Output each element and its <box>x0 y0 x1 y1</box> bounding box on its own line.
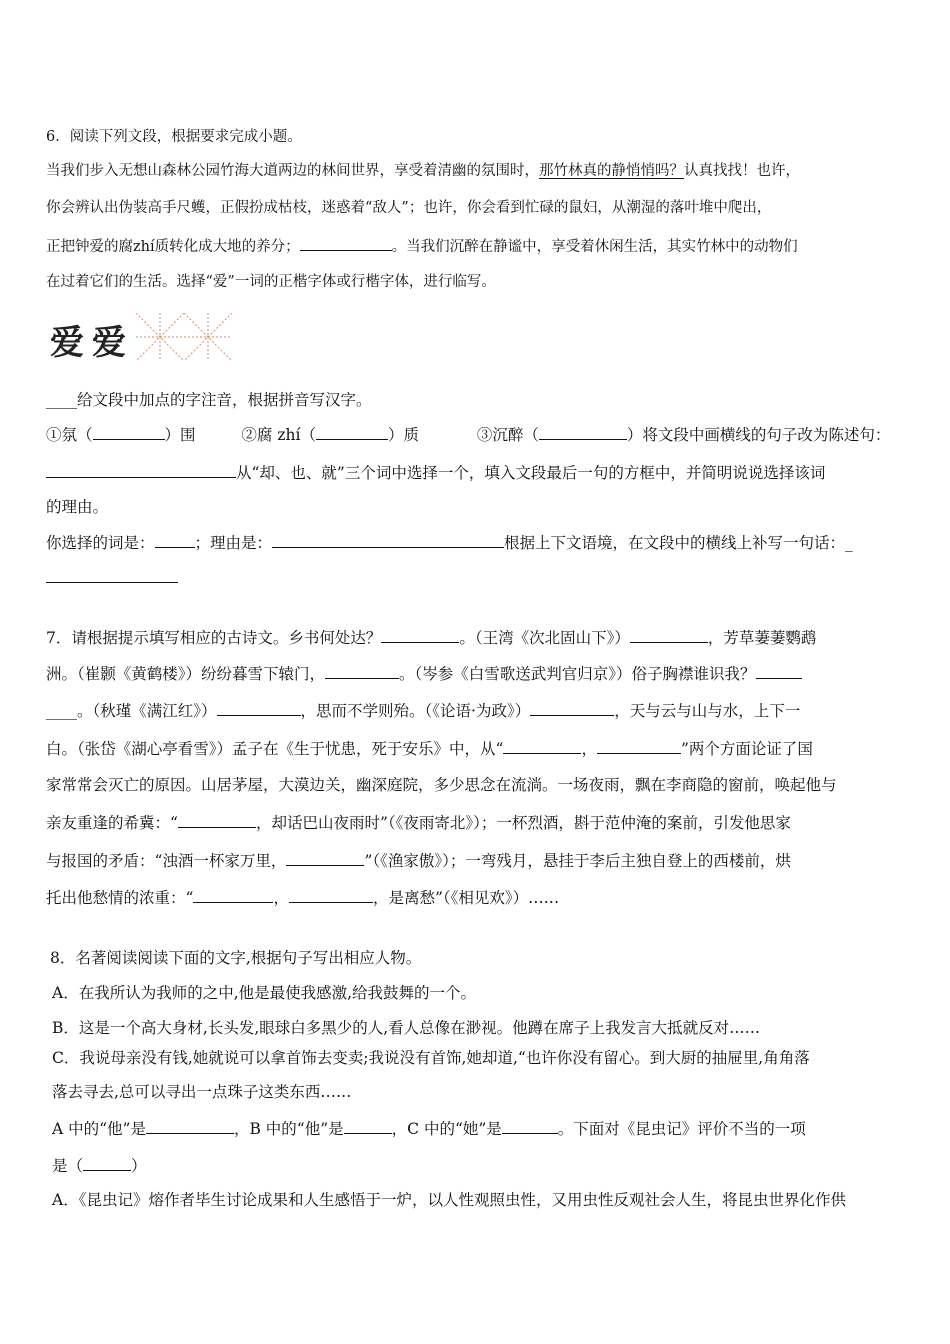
calligraphy-char: 爱 <box>92 323 126 363</box>
q7-text: ，是离愁”（《相见欢》）…… <box>372 889 560 907</box>
q8-text: A 中的“他”是 <box>52 1120 146 1138</box>
answer-blank[interactable] <box>46 462 236 478</box>
calligraphy-sample <box>50 313 260 363</box>
q6-text: 。当我们沉醉在静谧中，享受着休闲生活，其实竹林中的动物们 <box>391 239 798 255</box>
q7-text: 与报国的矛盾：“浊酒一杯家万里， <box>46 852 287 870</box>
q7-line-4 <box>46 738 813 759</box>
q7-text: ”（《渔家傲》）；一弯残月，悬挂于李后主独自登上的西楼前，烘 <box>364 852 791 870</box>
q8-text: ，B 中的“他”是 <box>233 1120 344 1138</box>
answer-blank[interactable] <box>530 700 614 716</box>
q8-answer-line <box>52 1118 806 1139</box>
q7-text: ， <box>273 889 289 907</box>
item-label: ②腐 zhí（ <box>241 426 316 444</box>
q7-line-6 <box>46 812 791 833</box>
q7-line-3 <box>46 700 800 721</box>
q8-choice-a: A．《昆虫记》熔作者毕生讨论成果和人生感悟于一炉，以人性观照虫性，又用虫性反观社会人生，将昆虫世界化作供 <box>52 1191 846 1209</box>
q8-text: 。下面对《昆虫记》评价不当的一项 <box>557 1120 806 1138</box>
answer-blank[interactable] <box>316 424 388 440</box>
answer-blank[interactable] <box>178 812 256 828</box>
q6-para-line-2: 你会辨认出伪装高手尺蠖，正假扮成枯枝，迷惑着“敌人”；也许，你会看到忙碌的鼠妇，从潮湿的落叶堆中爬出， <box>46 200 772 216</box>
answer-blank[interactable] <box>300 235 392 251</box>
q6-task-2-cont: 的理由。 <box>46 498 109 516</box>
answer-blank[interactable] <box>217 700 301 716</box>
q7-line-2 <box>46 663 802 684</box>
q7-line-7 <box>46 850 791 871</box>
practice-grid[interactable] <box>136 313 184 361</box>
task-text: ；理由是： <box>194 534 273 552</box>
q7-text: ，天与云与山与水，上下一 <box>614 702 801 720</box>
q7-text: ， <box>581 740 597 758</box>
q6-underlined-sentence: 那竹林真的静悄悄吗？ <box>539 163 684 179</box>
q8-text: 是（ <box>52 1157 84 1175</box>
q6-text: 认真找找！也许， <box>684 163 800 179</box>
answer-blank[interactable] <box>272 532 504 548</box>
q6-task-3 <box>46 532 853 553</box>
answer-blank[interactable] <box>155 532 195 548</box>
item-label: ）将文段中画横线的句子改为陈述句： <box>626 426 891 444</box>
q8-option-c: C．我说母亲没有钱,她就说可以拿首饰去变卖;我说没有首饰,她却道,“也许你没有留心。到大厨的抽屉里,角角落 <box>52 1049 810 1067</box>
item-label: ③沉醉（ <box>476 426 539 444</box>
q6-para-line-1 <box>46 161 800 181</box>
q7-text: 亲友重逢的希冀：“ <box>46 814 178 832</box>
answer-blank[interactable] <box>503 738 581 754</box>
q7-line-1 <box>46 627 816 648</box>
q7-text: 洲。（崔颢《黄鹤楼》）纷纷暮雪下辕门， <box>46 665 326 683</box>
q8-text: ） <box>131 1157 147 1175</box>
q8-option-a: A．在我所认为我师的之中,他是最使我感激,给我鼓舞的一个。 <box>52 984 477 1002</box>
task-text: 从“却、也、就”三个词中选择一个，填入文段最后一句的方框中，并简明说说选择该词 <box>236 464 826 482</box>
answer-blank[interactable] <box>597 738 681 754</box>
q6-task-2 <box>46 462 825 483</box>
answer-blank[interactable] <box>756 663 802 679</box>
practice-grid[interactable] <box>184 313 232 361</box>
q8-title: 8．名著阅读阅读下面的文字,根据句子写出相应人物。 <box>50 949 422 967</box>
answer-blank[interactable] <box>381 627 459 643</box>
q7-text: ，思而不学则殆。（《论语·为政》） <box>300 702 531 720</box>
q8-option-b: B．这是一个高大身材,长头发,眼球白多黑少的人,看人总像在渺视。他蹲在席子上我发言大抵就反对…… <box>52 1019 761 1037</box>
answer-blank[interactable] <box>93 424 165 440</box>
q6-task-items <box>46 424 890 445</box>
q7-text: 白。（张岱《湖心亭看雪》）孟子在《生于忧患，死于安乐》中，从“ <box>46 740 504 758</box>
answer-blank[interactable] <box>83 1155 131 1171</box>
q7-text: ，却话巴山夜雨时”（《夜雨寄北》）；一杯烈酒，斟于范仲淹的案前，引发他思家 <box>255 814 791 832</box>
q8-text: ，C 中的“她”是 <box>391 1120 502 1138</box>
answer-blank[interactable] <box>46 567 178 583</box>
answer-blank[interactable] <box>502 1118 558 1134</box>
q7-text: 7．请根据提示填写相应的古诗文。乡书何处达？ <box>46 629 382 647</box>
q7-line-5: 家常常会灭亡的原因。山居茅屋，大漠边关，幽深庭院，多少思念在流淌。一场夜雨，飘在李商隐的窗前，唤起他与 <box>46 776 837 794</box>
answer-blank[interactable] <box>344 1118 392 1134</box>
q6-title: 6．阅读下列文段，根据要求完成小题。 <box>46 129 302 145</box>
q6-task-3-cont <box>46 567 178 588</box>
q7-text: ，芳草萋萋鹦鹉 <box>707 629 817 647</box>
task-text: 根据上下文语境，在文段中的横线上补写一句话：_ <box>504 534 853 552</box>
q8-answer-line-2 <box>52 1155 147 1176</box>
item-label: ）质 <box>387 426 419 444</box>
answer-blank[interactable] <box>289 887 373 903</box>
q7-text: 。（王湾《次北固山下》） <box>459 629 630 647</box>
q8-option-c-cont: 落去寻去,总可以寻出一点珠子这类东西…… <box>52 1083 352 1101</box>
item-label: ）围 <box>164 426 196 444</box>
q6-task-1: ____给文段中加点的字注音，根据拼音写汉字。 <box>46 391 372 409</box>
item-label: ①氛（ <box>46 426 93 444</box>
q7-line-8 <box>46 887 559 908</box>
q6-para-line-4: 在过着它们的生活。选择“爱”一词的正楷字体或行楷字体，进行临写。 <box>46 274 496 290</box>
q7-text: 托出他愁情的浓重：“ <box>46 889 194 907</box>
q7-text: ”两个方面论证了国 <box>680 740 813 758</box>
answer-blank[interactable] <box>193 887 273 903</box>
task-text: 你选择的词是： <box>46 534 155 552</box>
q6-text: 正把钟爱的腐zhí质转化成大地的养分； <box>46 239 300 255</box>
q7-text: ____。（秋瑾《满江红》） <box>46 702 217 720</box>
answer-blank[interactable] <box>539 424 627 440</box>
answer-blank[interactable] <box>630 627 708 643</box>
q6-para-line-3 <box>46 235 798 257</box>
calligraphy-char: 爱 <box>50 323 84 363</box>
answer-blank[interactable] <box>286 850 364 866</box>
answer-blank[interactable] <box>146 1118 234 1134</box>
q7-text: 。（岑参《白雪歌送武判官归京》）俗子胸襟谁识我？ <box>399 665 756 683</box>
answer-blank[interactable] <box>325 663 399 679</box>
q6-text: 当我们步入无想山森林公园竹海大道两边的林间世界，享受着清幽的氛围时， <box>46 163 539 179</box>
